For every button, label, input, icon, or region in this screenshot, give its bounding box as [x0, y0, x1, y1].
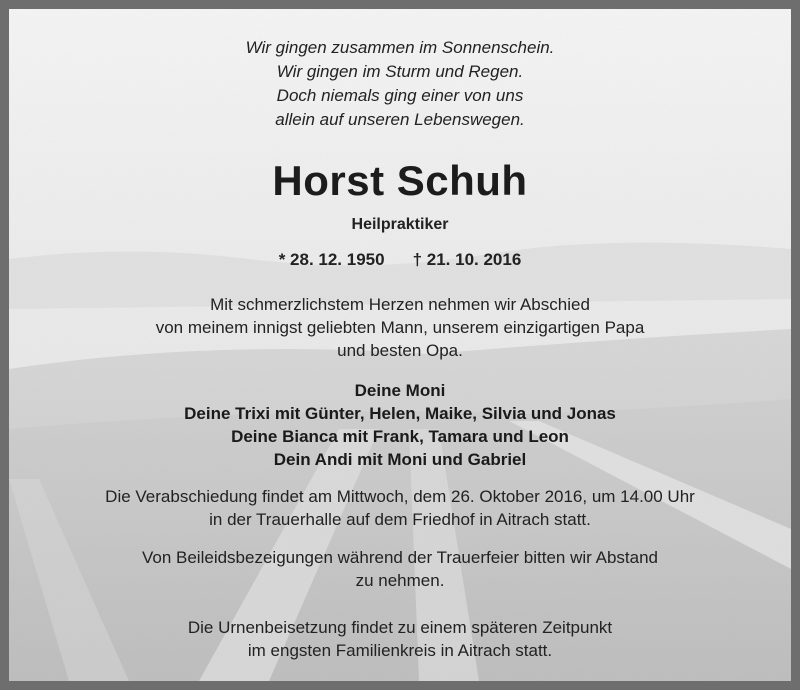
poem-line: allein auf unseren Lebenswegen.	[275, 110, 525, 129]
info-line: zu nehmen.	[355, 571, 445, 590]
deceased-name: Horst Schuh	[272, 157, 528, 204]
burial-info	[9, 616, 791, 662]
poem-line: Wir gingen im Sturm und Regen.	[276, 62, 524, 81]
family-line: Dein Andi mit Moni und Gabriel	[273, 450, 527, 469]
message-line: von meinem innigst geliebten Mann, unserem einzigartigen Papa	[155, 318, 645, 337]
info-line: Von Beileidsbezeigungen während der Trauerfeier bitten wir Abstand	[141, 548, 658, 567]
poem-line: Wir gingen zusammen im Sonnenschein.	[245, 38, 555, 57]
poem-line: Doch niemals ging einer von uns	[276, 86, 524, 105]
info-line: im engsten Familienkreis in Aitrach statt.	[247, 641, 553, 660]
family-line: Deine Bianca mit Frank, Tamara und Leon	[231, 427, 569, 446]
family-line: Deine Trixi mit Günter, Helen, Maike, Silvia und Jonas	[184, 404, 616, 423]
obituary-content	[9, 9, 791, 681]
condolences-info	[9, 546, 791, 592]
poem	[9, 36, 791, 132]
birth-date: * 28. 12. 1950	[278, 250, 385, 269]
message-line: Mit schmerzlichstem Herzen nehmen wir Abschied	[210, 295, 590, 314]
info-line: Die Urnenbeisetzung findet zu einem späteren Zeitpunkt	[187, 618, 613, 637]
family-list	[9, 379, 791, 471]
info-line: Die Verabschiedung findet am Mittwoch, dem 26. Oktober 2016, um 14.00 Uhr	[105, 487, 695, 506]
message-line: und besten Opa.	[337, 341, 463, 360]
farewell-message	[9, 293, 791, 362]
info-line: in der Trauerhalle auf dem Friedhof in Aitrach statt.	[209, 510, 591, 529]
life-dates	[9, 250, 791, 270]
farewell-ceremony-info	[9, 485, 791, 531]
profession: Heilpraktiker	[351, 216, 449, 233]
death-date: † 21. 10. 2016	[412, 250, 522, 269]
family-line: Deine Moni	[354, 381, 446, 400]
